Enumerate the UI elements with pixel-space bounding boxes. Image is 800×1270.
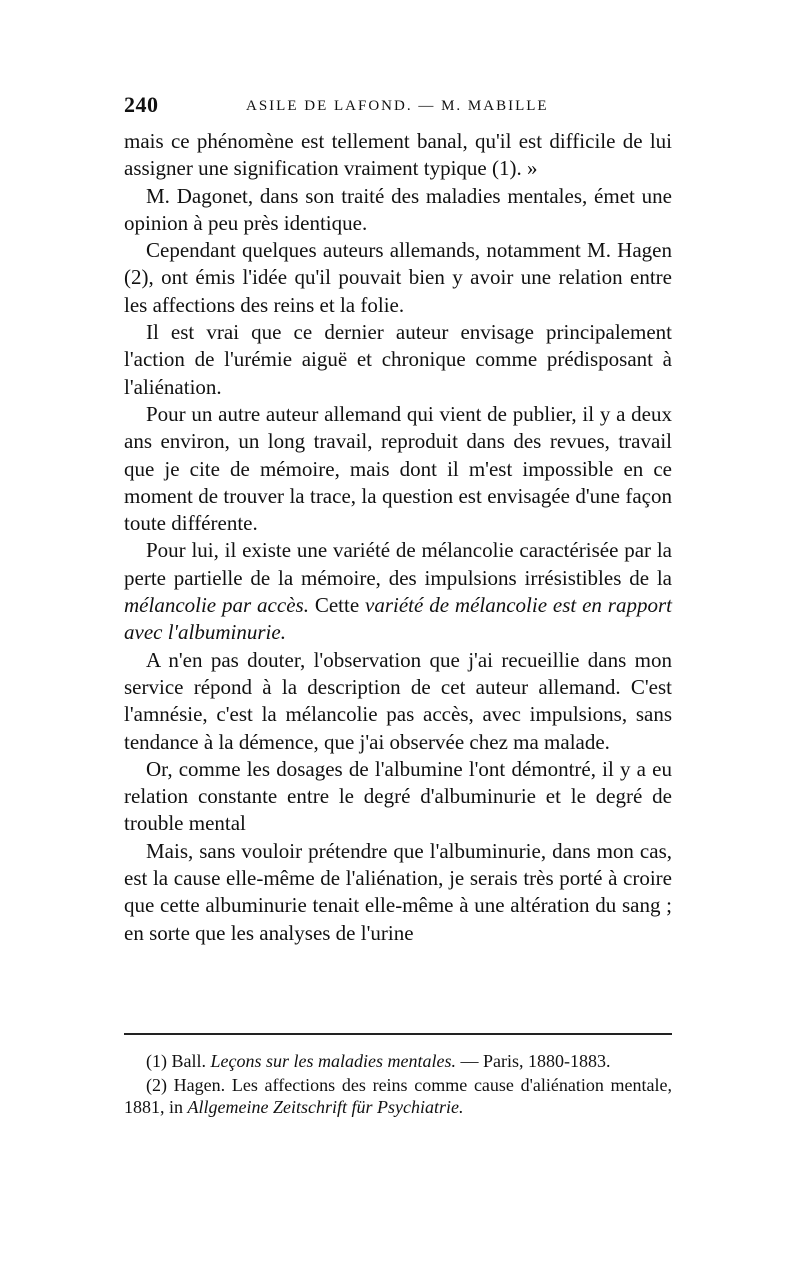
paragraph-7: A n'en pas douter, l'observation que j'ai recueillie dans mon service répond à la description de cet auteur allemand. C'est l'amnésie, c'est la mélancolie pas accès, avec impulsions, sans tendance à la démence, que j'ai observée chez ma malade. bbox=[124, 647, 672, 754]
page-header bbox=[124, 92, 672, 122]
running-title: ASILE DE LAFOND. — M. MABILLE bbox=[246, 98, 549, 114]
paragraph-5: Pour un autre auteur allemand qui vient de publier, il y a deux ans environ, un long travail, reproduit dans des revues, travail que je cite de mémoire, mais dont il m'est impossible en ce moment de trouver la trace, la question est envisagée d'une façon toute différente. bbox=[124, 401, 672, 536]
footnote-1-details: — Paris, 1880-1883. bbox=[455, 1051, 611, 1071]
paragraph-6-text: Pour lui, il existe une variété de mélancolie caractérisée par la perte partielle de la mémoire, des impulsions irrésistibles de la bbox=[124, 538, 672, 590]
footnote-2 bbox=[124, 1074, 672, 1118]
page-number: 240 bbox=[124, 92, 159, 117]
paragraph-4: Il est vrai que ce dernier auteur envisage principalement l'action de l'urémie aiguë et chronique comme prédisposant à l'aliénation. bbox=[124, 320, 672, 399]
paragraph-8: Or, comme les dosages de l'albumine l'ont démontré, il y a eu relation constante entre le degré d'albuminurie et le degré de trouble mental bbox=[124, 756, 672, 836]
footnote-2-journal: Allgemeine Zeitschrift für Psychiatrie. bbox=[187, 1097, 464, 1117]
footnote-1 bbox=[124, 1050, 672, 1072]
paragraph-6-italic-term: mélancolie par accès. bbox=[124, 593, 309, 618]
footnote-divider bbox=[124, 1033, 672, 1035]
footnote-2-text: (2) Hagen. Les affections des reins comme cause d'aliénation mentale, 1881, in bbox=[124, 1075, 672, 1117]
paragraph-9: Mais, sans vouloir prétendre que l'albuminurie, dans mon cas, est la cause elle-même de l'aliénation, je serais très porté à croire que cette albuminurie tenait elle-même à une altération du sang ; en sorte que les analyses de l'urine bbox=[124, 838, 672, 945]
paragraph-3: Cependant quelques auteurs allemands, notamment M. Hagen (2), ont émis l'idée qu'il pouvait bien y avoir une relation entre les affections des reins et la folie. bbox=[124, 238, 672, 317]
paragraph-6-italic-phrase: variété de mélancolie est en rapport avec l'albuminurie. bbox=[124, 593, 672, 645]
paragraph-6 bbox=[124, 537, 672, 646]
footnotes bbox=[124, 1050, 672, 1120]
paragraph-1: mais ce phénomène est tellement banal, qu'il est difficile de lui assigner une signification vraiment typique (1). » bbox=[124, 129, 672, 181]
paragraph-6-text-2: Cette bbox=[308, 593, 366, 618]
paragraph-2: M. Dagonet, dans son traité des maladies mentales, émet une opinion à peu près identique. bbox=[124, 183, 672, 235]
footnote-1-title: Leçons sur les maladies mentales. bbox=[210, 1051, 456, 1071]
body-text bbox=[124, 128, 672, 947]
footnote-1-author: (1) Ball. bbox=[146, 1051, 211, 1071]
